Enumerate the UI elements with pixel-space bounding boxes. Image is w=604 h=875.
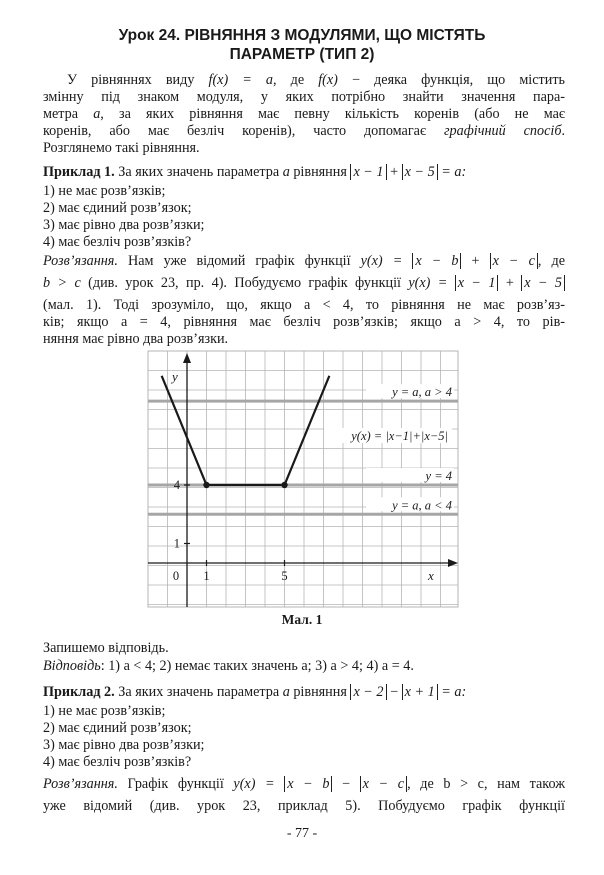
- example1-solution-line-4: ків; якщо a = 4, рівняння має безліч розв’язків; якщо a > 4, то рів-: [43, 314, 565, 330]
- intro-line-1: У рівняннях виду f(x) = a, де f(x) − деяка функція, що містить: [67, 72, 566, 88]
- intro-line-2: змінну під знаком модуля, у яких потрібно знайти значення пара-: [43, 89, 565, 105]
- answer-line: Відповідь: 1) a < 4; 2) немає таких значень a; 3) a > 4; 4) a = 4.: [43, 658, 414, 674]
- example1-solution-line-3: (мал. 1). Тоді зрозуміло, що, якщо a < 4, то рівняння не має розв’яз-: [43, 297, 565, 313]
- y-axis-arrow: [183, 353, 191, 363]
- example2-solution-line-1: Розв’язання. Графік функції y(x) = x − b − x − c , де b > c, нам також: [43, 776, 566, 792]
- example2-question-3: 3) має рівно два розв’язки;: [43, 737, 205, 753]
- example2-solution-line-2: уже відомий (див. урок 23, приклад 5). Побудуємо графік функції: [43, 798, 565, 814]
- lesson-title-line-2: ПАРАМЕТР (ТИП 2): [229, 46, 375, 63]
- figure-1-graph: [140, 348, 462, 610]
- example1-solution-line-2: b > c (див. урок 23, пр. 4). Побудуємо графік функції y(x) = x − 1 + x − 5: [43, 275, 565, 292]
- figure-1-caption: Мал. 1: [281, 612, 323, 627]
- curve-label: y(x) = |x−1|+|x−5|: [351, 429, 448, 443]
- hline-label-2: y = a, a < 4: [392, 498, 452, 513]
- example1-question-2: 2) має єдиний розв’язок;: [43, 200, 192, 216]
- example2-heading: Приклад 2. За яких значень параметра a рівняння x − 2 − x + 1 = a:: [43, 684, 467, 700]
- page-number: - 77 -: [286, 826, 318, 841]
- example1-question-4: 4) має безліч розв’язків?: [43, 234, 192, 250]
- vertex-point-0: [203, 482, 209, 488]
- intro-line-5: Розглянемо такі рівняння.: [43, 140, 200, 156]
- intro-line-3: метра a, за яких рівняння має певну кількість коренів (або не має: [43, 106, 565, 122]
- y-tick-label-1: 4: [173, 478, 180, 492]
- example2-question-1: 1) не має розв’язків;: [43, 703, 166, 719]
- intro-line-4: коренів, або має безліч коренів), часто допомагає графічний спосіб.: [43, 123, 566, 139]
- example1-solution-line-5: няння має рівно два розв’язки.: [43, 331, 229, 347]
- x-tick-label-1: 1: [203, 569, 210, 583]
- vertex-point-1: [281, 482, 287, 488]
- hline-label-0: y = a, a > 4: [392, 385, 452, 400]
- example1-question-1: 1) не має розв’язків;: [43, 183, 166, 199]
- example2-question-4: 4) має безліч розв’язків?: [43, 754, 192, 770]
- answer-intro: Запишемо відповідь.: [43, 640, 169, 656]
- example1-question-3: 3) має рівно два розв’язки;: [43, 217, 205, 233]
- x-axis-label: x: [428, 568, 434, 583]
- example1-heading: Приклад 1. За яких значень параметра a рівняння x − 1 + x − 5 = a:: [43, 164, 467, 180]
- y-axis-label: y: [172, 369, 178, 384]
- example2-question-2: 2) має єдиний розв’язок;: [43, 720, 192, 736]
- x-tick-label-0: 0: [172, 569, 180, 583]
- hline-label-1: y = 4: [425, 469, 452, 483]
- y-tick-label-0: 1: [173, 536, 180, 551]
- example1-solution-line-1: Розв’язання. Нам уже відомий графік функції y(x) = x − b + x − c , де: [43, 253, 565, 269]
- x-tick-label-2: 5: [281, 569, 288, 583]
- lesson-title-line-1: Урок 24. РІВНЯННЯ З МОДУЛЯМИ, ЩО МІСТЯТЬ: [118, 27, 486, 44]
